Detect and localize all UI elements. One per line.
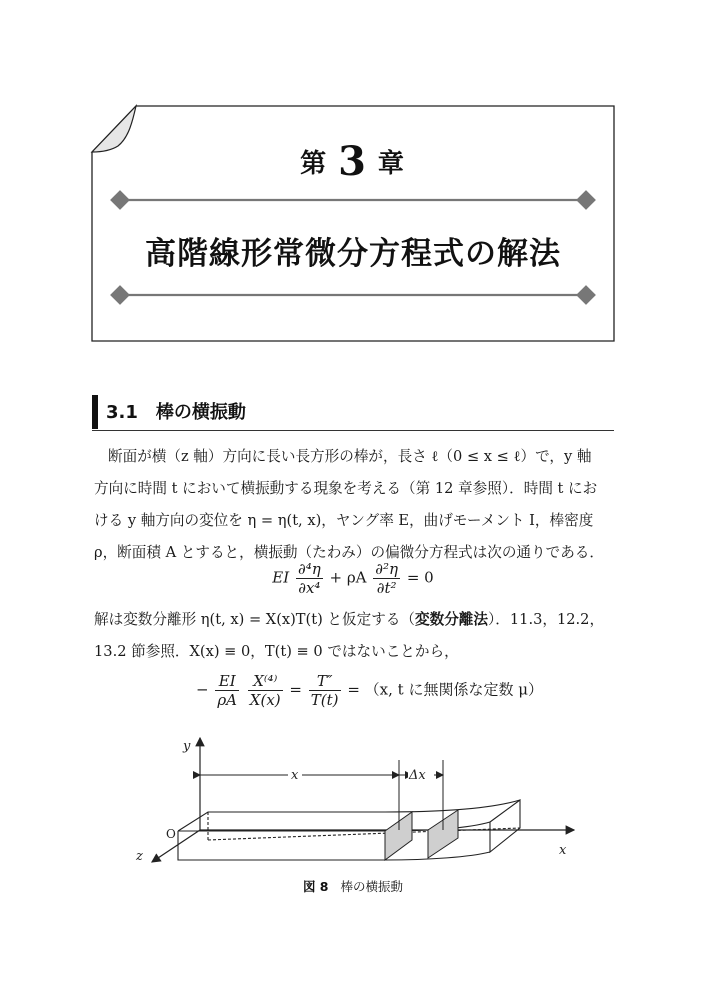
equation-separated (196, 672, 543, 709)
chapter-prefix: 第 (300, 149, 329, 179)
paragraph-2-text-b: ）．11.3，12.2， (487, 611, 605, 628)
chapter-suffix: 章 (377, 149, 406, 179)
x-axis-label: x (559, 843, 567, 858)
y-axis-label: y (183, 739, 191, 754)
eq1-den-1: ∂x⁴ (298, 579, 321, 597)
section-marker-bar (92, 395, 98, 429)
z-axis-label: z (136, 849, 143, 864)
origin-label: O (166, 827, 176, 841)
eq2-num-1: EI (215, 672, 239, 691)
paragraph-1-line-3: ける y 軸方向の変位を η = η(t, x)，ヤング率 E，曲げモーメント I，棒密度 (94, 512, 594, 529)
chapter-title: 高階線形常微分方程式の解法 (145, 236, 561, 272)
section-title: 棒の横振動 (155, 402, 246, 423)
eq2-frac-3 (309, 672, 341, 709)
eq2-den-3: T(t) (310, 691, 339, 709)
section-number: 3.1 (106, 402, 138, 423)
eq1-num-2: ∂²η (375, 560, 399, 578)
paragraph-2-text-a: 解は変数分離形 η(t, x) = X(x)T(t) と仮定する（ (94, 611, 415, 628)
eq1-plus: + ρA (329, 568, 367, 587)
eq2-den-2: X(x) (249, 691, 281, 709)
z-axis (152, 830, 200, 862)
paragraph-2 (94, 604, 616, 668)
dimension-x-label: x (291, 768, 299, 783)
equation-beam (0, 560, 706, 597)
chapter-number: 3 (338, 138, 368, 185)
figure-caption-text: 棒の横振動 (340, 879, 404, 894)
figure-caption (0, 877, 706, 895)
paragraph-2-line-2: 13.2 節参照．X(x) ≡ 0，T(t) ≡ 0 ではないことから， (94, 643, 459, 660)
paragraph-1-line-4: ρ，断面積 A とすると，横振動（たわみ）の偏微分方程式は次の通りである． (94, 544, 604, 561)
eq2-num-3: T″ (309, 672, 341, 691)
eq1-coef: EI (272, 568, 290, 587)
chapter-label (0, 138, 706, 185)
section-heading (106, 398, 246, 424)
section-rule (92, 430, 614, 431)
eq2-frac-1 (215, 672, 239, 709)
eq2-rhs: = （x, t に無関係な定数 μ） (347, 680, 543, 699)
eq1-frac-1 (296, 560, 323, 597)
eq2-frac-2 (248, 672, 283, 709)
eq2-den-1: ρA (217, 691, 238, 709)
paragraph-1 (94, 441, 616, 569)
eq1-frac-2 (373, 560, 400, 597)
eq1-den-2: ∂t² (376, 579, 397, 597)
paragraph-2-line-1 (94, 604, 616, 636)
eq1-rhs: = 0 (406, 568, 434, 587)
paragraph-1-line-2: 方向に時間 t において横振動する現象を考える（第 12 章参照）．時間 t にお (94, 480, 598, 497)
term-separation-of-variables: 変数分離法 (415, 611, 488, 628)
eq2-equals: = (289, 680, 302, 699)
paragraph-1-line-1: 断面が横（z 軸）方向に長い長方形の棒が，長さ ℓ（0 ≤ x ≤ ℓ）で，y 軸 (108, 448, 592, 465)
figure-number: 図 8 (302, 879, 329, 894)
eq1-num-1: ∂⁴η (297, 560, 321, 578)
beam-figure (0, 730, 706, 870)
eq2-minus: − (196, 680, 209, 699)
dimension-dx-label: Δx (409, 768, 426, 783)
eq2-num-2: X⁽⁴⁾ (248, 672, 283, 691)
